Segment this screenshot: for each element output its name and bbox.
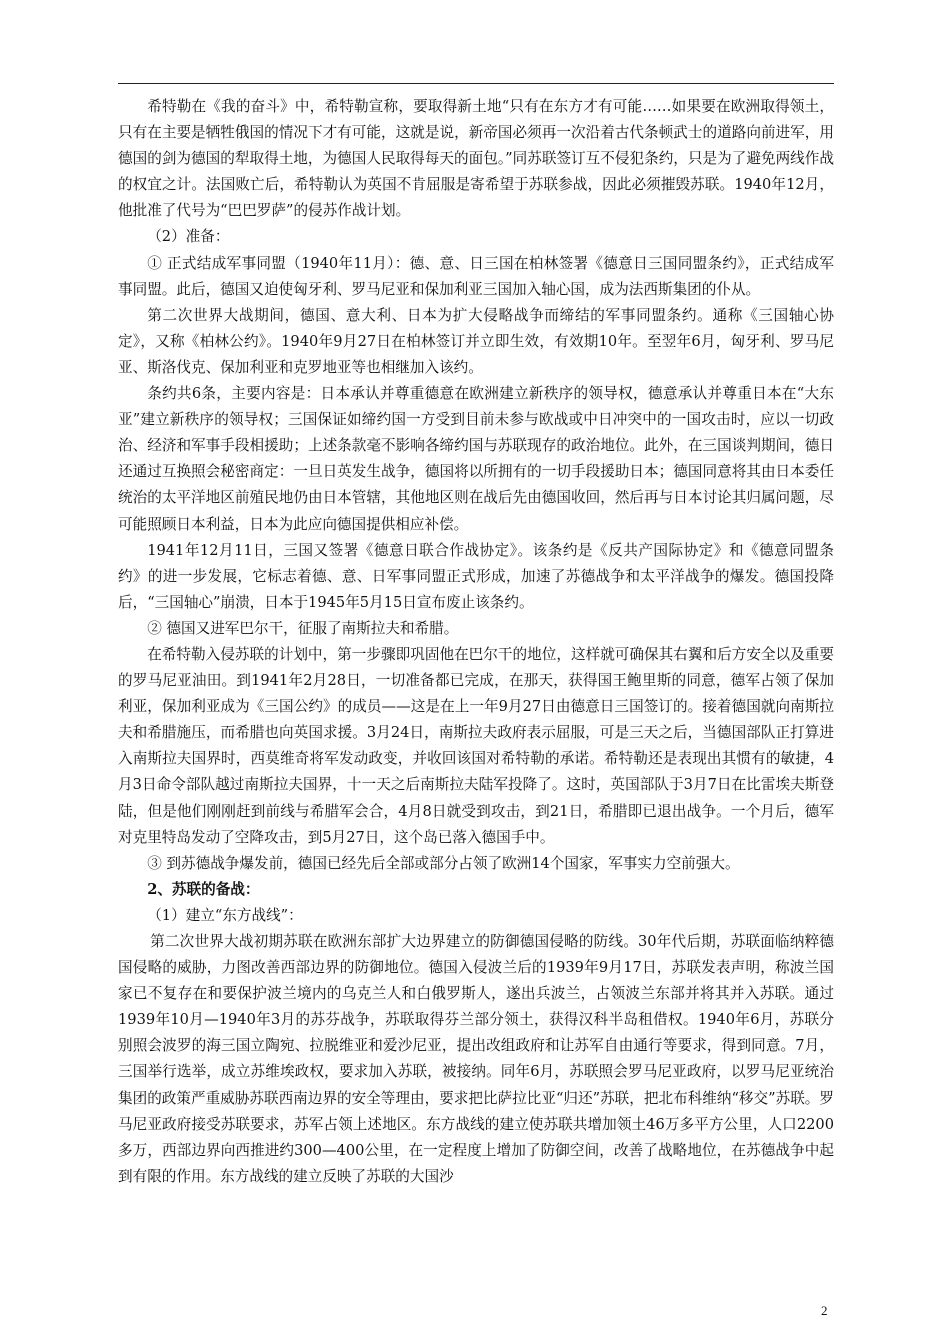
section-heading-preparation: （2）准备： [147, 228, 230, 246]
paragraph-balkan-heading: ② 德国又进军巴尔干，征服了南斯拉夫和希腊。 [147, 619, 459, 637]
paragraph-treaty-content: 条约共6条，主要内容是：日本承认并尊重德意在欧洲建立新秩序的领导权，德意承认并尊重日本在“大东亚”建立新秩序的领导权；三国保证如缔约国一方受到目前未参与欧战或中日冲突中的一国攻击时，应以一切政治、经济和军事手段相援助；上述条款毫不影响各缔约国与苏联现存的政治地位。此外，在三国谈判期间，德日还通过互换照会秘密商定：一旦日英发生战争，德国将以所拥有的一切手段援助日本；德国同意将其由日本委任统治的太平洋地区前殖民地仍由日本管辖，其他地区则在战后先由德国收回，然后再与日本讨论其归属问题，尽可能照顾日本利益，日本为此应向德国提供相应补偿。 [118, 385, 834, 533]
paragraph-eastern-front: 第二次世界大战初期苏联在欧洲东部扩大边界建立的防御德国侵略的防线。30年代后期，苏联面临纳粹德国侵略的威胁，力图改善西部边界的防御地位。德国入侵波兰后的1939年9月17日，苏联发表声明，称波兰国家已不复存在和要保护波兰境内的乌克兰人和白俄罗斯人，遂出兵波兰，占领波兰东部并将其并入苏联。通过1939年10月—1940年3月的苏芬战争，苏联取得芬兰部分领土，获得汉科半岛租借权。1940年6月，苏联分别照会波罗的海三国立陶宛、拉脱维亚和爱沙尼亚，提出改组政府和让苏军自由通行等要求，得到同意。7月，三国举行选举，成立苏维埃政权，要求加入苏联，被接纳。同年6月，苏联照会罗马尼亚政府，以罗马尼亚统治集团的政策严重威胁苏联西南边界的安全等理由，要求把比萨拉比亚“归还”苏联，把北布科维纳“移交”苏联。罗马尼亚政府接受苏联要求，苏军占领上述地区。东方战线的建立使苏联共增加领土46万多平方公里，人口2200多万，西部边界向西推进约300—400公里，在一定程度上增加了防御空间，改善了战略地位，在苏德战争中起到有限的作用。东方战线的建立反映了苏联的大国沙 [118, 933, 834, 1185]
paragraph-occupied-countries: ③ 到苏德战争爆发前，德国已经先后全部或部分占领了欧洲14个国家，军事实力空前强大。 [147, 854, 740, 872]
page-number: 2 [821, 1303, 828, 1318]
document-body [118, 94, 834, 1190]
header-rule [118, 83, 834, 84]
paragraph-military-alliance: ① 正式结成军事同盟（1940年11月）：德、意、日三国在柏林签署《德意日三国同盟条约》，正式结成军事同盟。此后，德国又迫使匈牙利、罗马尼亚和保加利亚三国加入轴心国，成为法西斯集团的仆从。 [118, 254, 834, 298]
paragraph-joint-war-agreement: 1941年12月11日，三国又签署《德意日联合作战协定》。该条约是《反共产国际协定》和《德意同盟条约》的进一步发展，它标志着德、意、日军事同盟正式形成，加速了苏德战争和太平洋战争的爆发。德国投降后，“三国轴心”崩溃，日本于1945年5月15日宣布废止该条约。 [118, 541, 834, 611]
paragraph-balkan-campaign: 在希特勒入侵苏联的计划中，第一步骤即巩固他在巴尔干的地位，这样就可确保其右翼和后方安全以及重要的罗马尼亚油田。到1941年2月28日，一切准备都已完成，在那天，获得国王鲍里斯的同意，德军占领了保加利亚，保加利亚成为《三国公约》的成员——这是在上一年9月27日由德意日三国签订的。接着德国就向南斯拉夫和希腊施压，而希腊也向英国求援。3月24日，南斯拉夫政府表示屈服，可是三天之后，当德国部队正打算进入南斯拉夫国界时，西莫维奇将军发动政变，并收回该国对希特勒的承诺。希特勒还是表现出其惯有的敏捷，4月3日命令部队越过南斯拉夫国界，十一天之后南斯拉夫陆军投降了。这时，英国部队于3月7日在比雷埃夫斯登陆，但是他们刚刚赶到前线与希腊军会合，4月8日就受到攻击，到21日，希腊即已退出战争。一个月后，德军对克里特岛发动了空降攻击，到5月27日，这个岛已落入德国手中。 [118, 645, 834, 846]
paragraph-hitler-mein-kampf: 希特勒在《我的奋斗》中，希特勒宣称，要取得新土地“只有在东方才有可能……如果要在欧洲取得领土，只有在主要是牺牲俄国的情况下才有可能，这就是说，新帝国必须再一次沿着古代条顿武士的道路向前进军，用德国的剑为德国的犁取得土地，为德国人民取得每天的面包。”同苏联签订互不侵犯条约，只是为了避免两线作战的权宜之计。法国败亡后，希特勒认为英国不肯屈服是寄希望于苏联参战，因此必须摧毁苏联。1940年12月，他批准了代号为“巴巴罗萨”的侵苏作战计划。 [118, 98, 834, 220]
section-heading-soviet-preparation: 2、苏联的备战： [147, 880, 260, 898]
section-heading-eastern-front: （1）建立“东方战线”： [147, 906, 303, 924]
paragraph-tripartite-pact: 第二次世界大战期间，德国、意大利、日本为扩大侵略战争而缔结的军事同盟条约。通称《三国轴心协定》，又称《柏林公约》。1940年9月27日在柏林签订并立即生效，有效期10年。至翌年6月，匈牙利、罗马尼亚、斯洛伐克、保加利亚和克罗地亚等也相继加入该约。 [118, 306, 834, 376]
